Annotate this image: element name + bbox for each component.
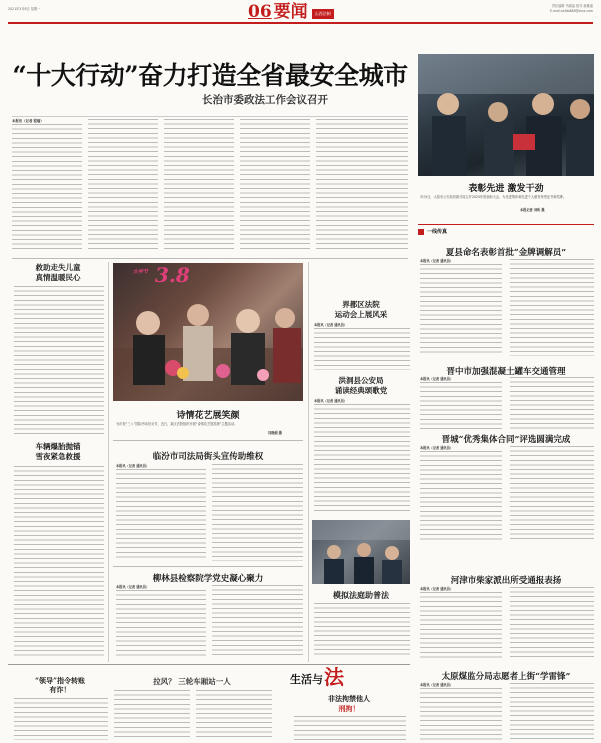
- editor-email: E-mail:sxfzb888@sina.com: [549, 9, 593, 13]
- byline-sports: 本报讯（记者 通讯员）: [314, 323, 347, 327]
- life-and-law-banner: [290, 667, 344, 687]
- lead-subhead: 长治市委政法工作会议召开: [202, 94, 328, 106]
- lead-col-1: [12, 124, 82, 252]
- byline-police: 本报讯（记者 通讯员）: [314, 399, 347, 403]
- liulin-col-2: [212, 585, 303, 658]
- life-law-text: 生活与: [290, 673, 323, 686]
- hejin-col-2: [510, 587, 594, 658]
- yixian-label-box: [418, 228, 447, 235]
- byline-linfen: 本报讯（记者 通讯员）: [116, 464, 149, 468]
- award-photo-figures: [418, 54, 594, 176]
- moot-court-body: [314, 603, 410, 658]
- womens-day-photo: [113, 263, 303, 401]
- section-name: 要闻: [273, 2, 308, 22]
- jincheng-col-2: [510, 446, 594, 541]
- poetry-credit: 闫晓娟 摄: [268, 431, 282, 435]
- headline-poetry: 诗情花艺展笑颜: [176, 411, 240, 421]
- center-divider-2: [113, 566, 303, 567]
- yixian-rule: [418, 224, 594, 225]
- byline-liulin: 本报讯（记者 通讯员）: [116, 585, 149, 589]
- award-photo-credit: 本报记者 刘昕 摄: [520, 208, 545, 212]
- headline-jincheng-collective: 晋城“优秀集体合同”评选圆满完成: [441, 435, 571, 445]
- law-character: 法: [324, 665, 344, 689]
- lead-col-3: [164, 119, 234, 252]
- lead-col-5: [316, 119, 408, 252]
- header-rule: [8, 22, 593, 24]
- headline-xiaxian: 夏县命名表彰首批“金牌调解员”: [445, 248, 567, 258]
- taiyuan-col-2: [510, 683, 594, 740]
- center-right-rule: [308, 262, 309, 662]
- issue-date: 2021年3月8日 星期一: [8, 7, 41, 11]
- jinzhong-col-2: [510, 377, 594, 430]
- byline-jincheng: 本报讯（记者 通讯员）: [420, 446, 453, 450]
- headline-taiyuan: 太原煤监分局志愿者上街“学雷锋”: [441, 672, 571, 682]
- xiaxian-col-2: [510, 259, 594, 356]
- headline-tricycle: 拉风？ 三轮车厢站一人: [153, 677, 231, 686]
- mid-divider: [12, 258, 408, 259]
- left-col-rule: [108, 262, 109, 662]
- bottom-strip-rule: [8, 664, 410, 665]
- headline-linfen: 临汾市司法局街头宣传助维权: [152, 452, 264, 462]
- award-photo-caption: 3月5日，太原市公安局晋源分局召开2020年度表彰大会，为先进集体和先进个人颁发荣誉证书和奖牌。: [420, 195, 567, 199]
- hejin-col-1: [420, 592, 502, 658]
- womens-day-label: 女神节: [133, 269, 149, 275]
- sports-body: [314, 328, 410, 370]
- headline-car-rescue: 车辆爆胎抛锚 雪夜紧急救援: [35, 442, 81, 461]
- lead-col-2: [88, 119, 158, 252]
- byline-taiyuan: 本报讯（记者 通讯员）: [420, 683, 453, 687]
- moot-court-figures: [312, 520, 410, 584]
- tricycle-col-2: [196, 690, 272, 740]
- linfen-col-2: [212, 464, 303, 561]
- headline-jinzhong: 晋中市加强混凝土罐车交通管理: [446, 367, 566, 377]
- headline-moot-court: 模拟法庭助普法: [333, 590, 389, 600]
- editor-credit: 责任编辑 马晓晶 校对 郝雅丽: [551, 4, 593, 8]
- linfen-col-1: [116, 469, 206, 561]
- center-divider-1: [113, 440, 303, 441]
- womens-day-figures: [113, 263, 303, 401]
- headline-leader-scam: “领导”指令转账 有诈！: [34, 676, 86, 694]
- headline-illegal-detention: 非法拘禁他人: [328, 694, 370, 703]
- moot-court-photo: [312, 520, 410, 584]
- headline-hejin: 河津市柴家派出所受通报表扬: [450, 576, 562, 586]
- lead-divider: [12, 116, 408, 117]
- page-number: 06: [248, 2, 272, 22]
- award-ceremony-photo: [418, 54, 594, 176]
- yixian-label: 一线传真: [427, 229, 448, 235]
- headline-sports: 界都区法院 运动会上展风采: [334, 300, 388, 319]
- byline-xiaxian: 本报讯（记者 通讯员）: [420, 259, 453, 263]
- taiyuan-col-1: [420, 688, 502, 740]
- xiaxian-col-1: [420, 264, 502, 356]
- leader-scam-body: [14, 698, 108, 740]
- lead-headline: “十大行动”奋力打造全省最安全城市: [12, 61, 408, 90]
- tricycle-col-1: [114, 690, 190, 740]
- lead-byline: 本报讯（记者 程瑞）: [12, 119, 44, 123]
- car-rescue-body: [14, 466, 104, 658]
- headline-police: 洪洞县公安局 诵读经典颂歌党: [334, 376, 388, 395]
- jinzhong-col-1: [420, 382, 502, 430]
- jincheng-col-1: [420, 451, 502, 541]
- section-masthead: [248, 4, 334, 21]
- headline-rescue-child: 救助走失儿童 真情温暖民心: [35, 263, 81, 282]
- liulin-col-1: [116, 590, 206, 658]
- headline-liulin: 柳林县检察院学党史凝心聚力: [152, 574, 264, 584]
- rescue-child-body: [14, 286, 104, 434]
- red-square-icon: [418, 229, 424, 235]
- lead-col-4: [240, 119, 310, 252]
- byline-jinzhong: 本报讯（记者 通讯员）: [420, 377, 453, 381]
- byline-hejin: 本报讯（记者 通讯员）: [420, 587, 453, 591]
- illegal-detention-body: [294, 716, 406, 740]
- award-photo-title: 表彰先进 激发干劲: [468, 184, 544, 194]
- poetry-caption: 为庆祝“三八”国际劳动妇女节，近日，某区法院组织开展“诗情花艺展笑颜”主题活动。: [116, 422, 238, 426]
- headline-detained: 刑拘！: [338, 704, 360, 713]
- police-body: [314, 404, 410, 514]
- section-tag: 山西法制: [312, 9, 334, 19]
- womens-day-mark: 3.8: [155, 263, 190, 287]
